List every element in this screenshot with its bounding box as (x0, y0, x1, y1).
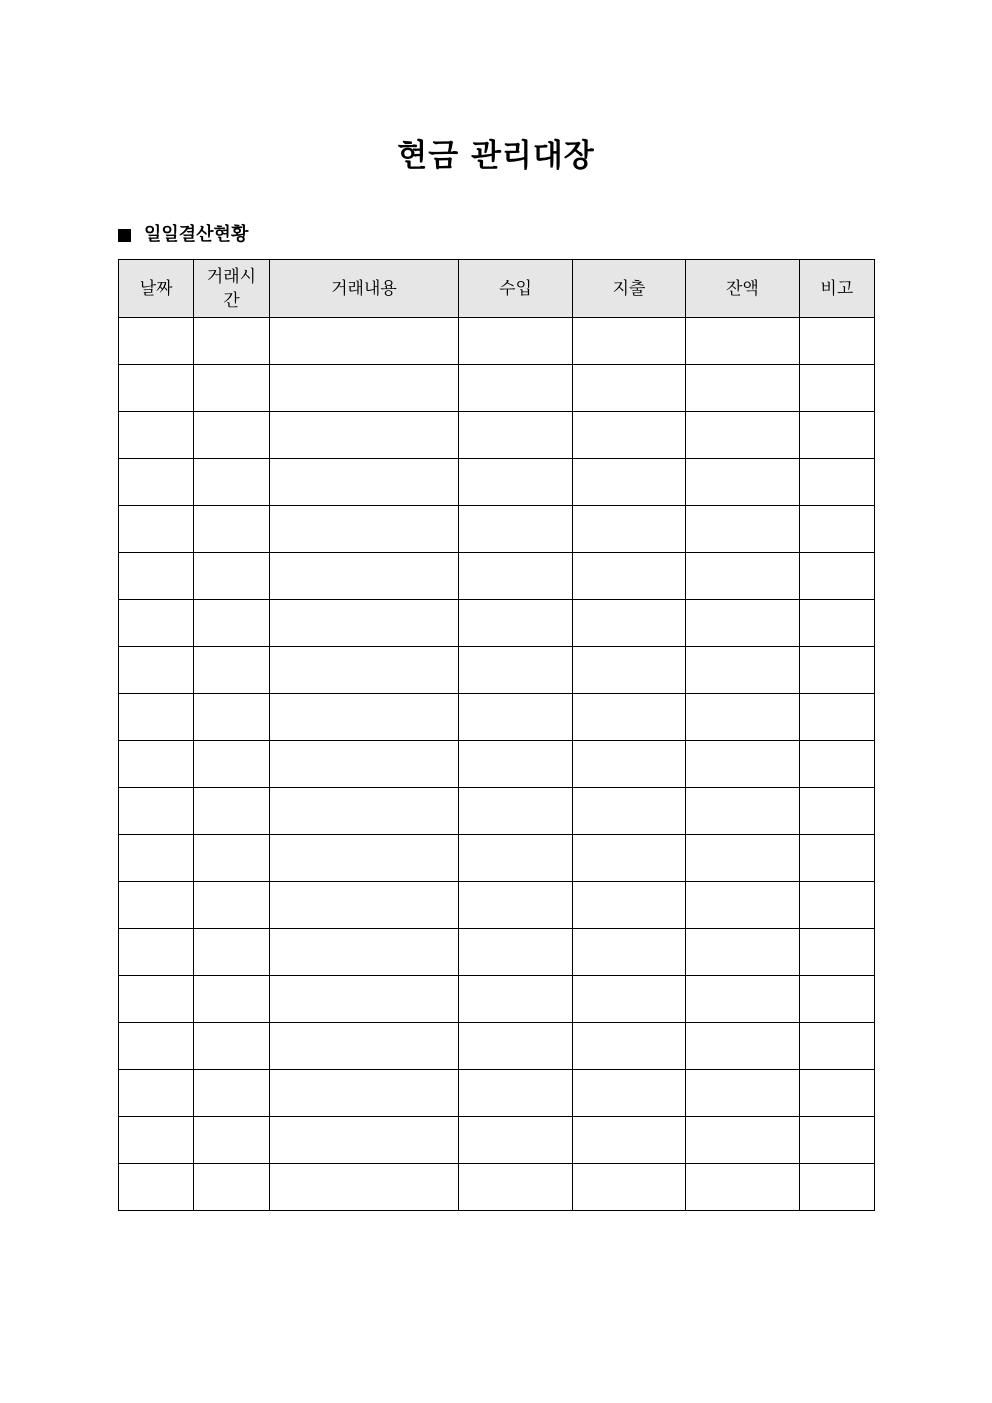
date-cell (119, 506, 194, 553)
note-cell (799, 1023, 874, 1070)
header-time: 거래시간 (194, 260, 269, 318)
note-cell (799, 835, 874, 882)
time-cell (194, 365, 269, 412)
date-cell (119, 412, 194, 459)
table-row (119, 553, 875, 600)
income-cell (459, 1023, 572, 1070)
income-cell (459, 788, 572, 835)
table-row (119, 506, 875, 553)
balance-cell (686, 976, 799, 1023)
expense-cell (572, 647, 685, 694)
expense-cell (572, 553, 685, 600)
balance-cell (686, 788, 799, 835)
date-cell (119, 694, 194, 741)
header-balance: 잔액 (686, 260, 799, 318)
note-cell (799, 459, 874, 506)
date-cell (119, 553, 194, 600)
note-cell (799, 365, 874, 412)
balance-cell (686, 365, 799, 412)
note-cell (799, 506, 874, 553)
expense-cell (572, 741, 685, 788)
table-row (119, 741, 875, 788)
section-heading-label: 일일결산현황 (144, 224, 249, 245)
description-cell (269, 647, 459, 694)
expense-cell (572, 1164, 685, 1211)
balance-cell (686, 600, 799, 647)
time-cell (194, 741, 269, 788)
page-title: 현금 관리대장 (397, 138, 595, 174)
table-row (119, 929, 875, 976)
balance-cell (686, 1164, 799, 1211)
description-cell (269, 459, 459, 506)
balance-cell (686, 318, 799, 365)
expense-cell (572, 365, 685, 412)
expense-cell (572, 929, 685, 976)
note-cell (799, 741, 874, 788)
income-cell (459, 835, 572, 882)
table-row (119, 459, 875, 506)
expense-cell (572, 1023, 685, 1070)
description-cell (269, 412, 459, 459)
table-row (119, 976, 875, 1023)
note-cell (799, 412, 874, 459)
note-cell (799, 553, 874, 600)
cash-ledger-table (118, 259, 875, 1211)
time-cell (194, 1070, 269, 1117)
time-cell (194, 929, 269, 976)
note-cell (799, 1117, 874, 1164)
table-row (119, 600, 875, 647)
income-cell (459, 1070, 572, 1117)
description-cell (269, 1117, 459, 1164)
note-cell (799, 1164, 874, 1211)
balance-cell (686, 1070, 799, 1117)
income-cell (459, 1117, 572, 1164)
time-cell (194, 1117, 269, 1164)
expense-cell (572, 835, 685, 882)
balance-cell (686, 412, 799, 459)
header-expense: 지출 (572, 260, 685, 318)
note-cell (799, 647, 874, 694)
note-cell (799, 1070, 874, 1117)
description-cell (269, 600, 459, 647)
table-row (119, 1117, 875, 1164)
expense-cell (572, 459, 685, 506)
time-cell (194, 412, 269, 459)
table-row (119, 1164, 875, 1211)
date-cell (119, 1117, 194, 1164)
date-cell (119, 459, 194, 506)
balance-cell (686, 506, 799, 553)
table-row (119, 1023, 875, 1070)
time-cell (194, 553, 269, 600)
date-cell (119, 1023, 194, 1070)
description-cell (269, 929, 459, 976)
header-description: 거래내용 (269, 260, 459, 318)
income-cell (459, 506, 572, 553)
description-cell (269, 1023, 459, 1070)
description-cell (269, 882, 459, 929)
description-cell (269, 694, 459, 741)
balance-cell (686, 882, 799, 929)
time-cell (194, 835, 269, 882)
balance-cell (686, 553, 799, 600)
expense-cell (572, 506, 685, 553)
time-cell (194, 882, 269, 929)
balance-cell (686, 741, 799, 788)
note-cell (799, 882, 874, 929)
income-cell (459, 318, 572, 365)
balance-cell (686, 1023, 799, 1070)
expense-cell (572, 412, 685, 459)
time-cell (194, 600, 269, 647)
balance-cell (686, 459, 799, 506)
expense-cell (572, 1070, 685, 1117)
date-cell (119, 976, 194, 1023)
date-cell (119, 929, 194, 976)
date-cell (119, 788, 194, 835)
table-row (119, 788, 875, 835)
time-cell (194, 1164, 269, 1211)
note-cell (799, 600, 874, 647)
note-cell (799, 788, 874, 835)
time-cell (194, 976, 269, 1023)
expense-cell (572, 1117, 685, 1164)
balance-cell (686, 647, 799, 694)
description-cell (269, 1164, 459, 1211)
date-cell (119, 365, 194, 412)
description-cell (269, 318, 459, 365)
date-cell (119, 882, 194, 929)
expense-cell (572, 318, 685, 365)
table-row (119, 835, 875, 882)
balance-cell (686, 835, 799, 882)
time-cell (194, 694, 269, 741)
description-cell (269, 553, 459, 600)
income-cell (459, 1164, 572, 1211)
note-cell (799, 318, 874, 365)
date-cell (119, 1164, 194, 1211)
note-cell (799, 694, 874, 741)
expense-cell (572, 788, 685, 835)
header-note: 비고 (799, 260, 874, 318)
description-cell (269, 835, 459, 882)
balance-cell (686, 929, 799, 976)
balance-cell (686, 694, 799, 741)
time-cell (194, 647, 269, 694)
description-cell (269, 506, 459, 553)
section-heading (118, 222, 248, 248)
expense-cell (572, 882, 685, 929)
date-cell (119, 600, 194, 647)
income-cell (459, 929, 572, 976)
time-cell (194, 318, 269, 365)
income-cell (459, 647, 572, 694)
table-row (119, 882, 875, 929)
note-cell (799, 929, 874, 976)
table-row (119, 647, 875, 694)
table-row (119, 1070, 875, 1117)
table-row (119, 318, 875, 365)
table-row (119, 365, 875, 412)
income-cell (459, 882, 572, 929)
time-cell (194, 459, 269, 506)
description-cell (269, 1070, 459, 1117)
description-cell (269, 365, 459, 412)
income-cell (459, 412, 572, 459)
expense-cell (572, 976, 685, 1023)
description-cell (269, 976, 459, 1023)
income-cell (459, 459, 572, 506)
income-cell (459, 553, 572, 600)
expense-cell (572, 694, 685, 741)
date-cell (119, 835, 194, 882)
income-cell (459, 741, 572, 788)
header-income: 수입 (459, 260, 572, 318)
note-cell (799, 976, 874, 1023)
income-cell (459, 600, 572, 647)
table-row (119, 412, 875, 459)
date-cell (119, 1070, 194, 1117)
description-cell (269, 788, 459, 835)
description-cell (269, 741, 459, 788)
time-cell (194, 1023, 269, 1070)
header-date: 날짜 (119, 260, 194, 318)
date-cell (119, 741, 194, 788)
income-cell (459, 694, 572, 741)
time-cell (194, 788, 269, 835)
date-cell (119, 318, 194, 365)
table-row (119, 694, 875, 741)
income-cell (459, 365, 572, 412)
expense-cell (572, 600, 685, 647)
table-header-row (119, 260, 875, 318)
income-cell (459, 976, 572, 1023)
balance-cell (686, 1117, 799, 1164)
time-cell (194, 506, 269, 553)
black-square-icon (118, 229, 131, 242)
date-cell (119, 647, 194, 694)
